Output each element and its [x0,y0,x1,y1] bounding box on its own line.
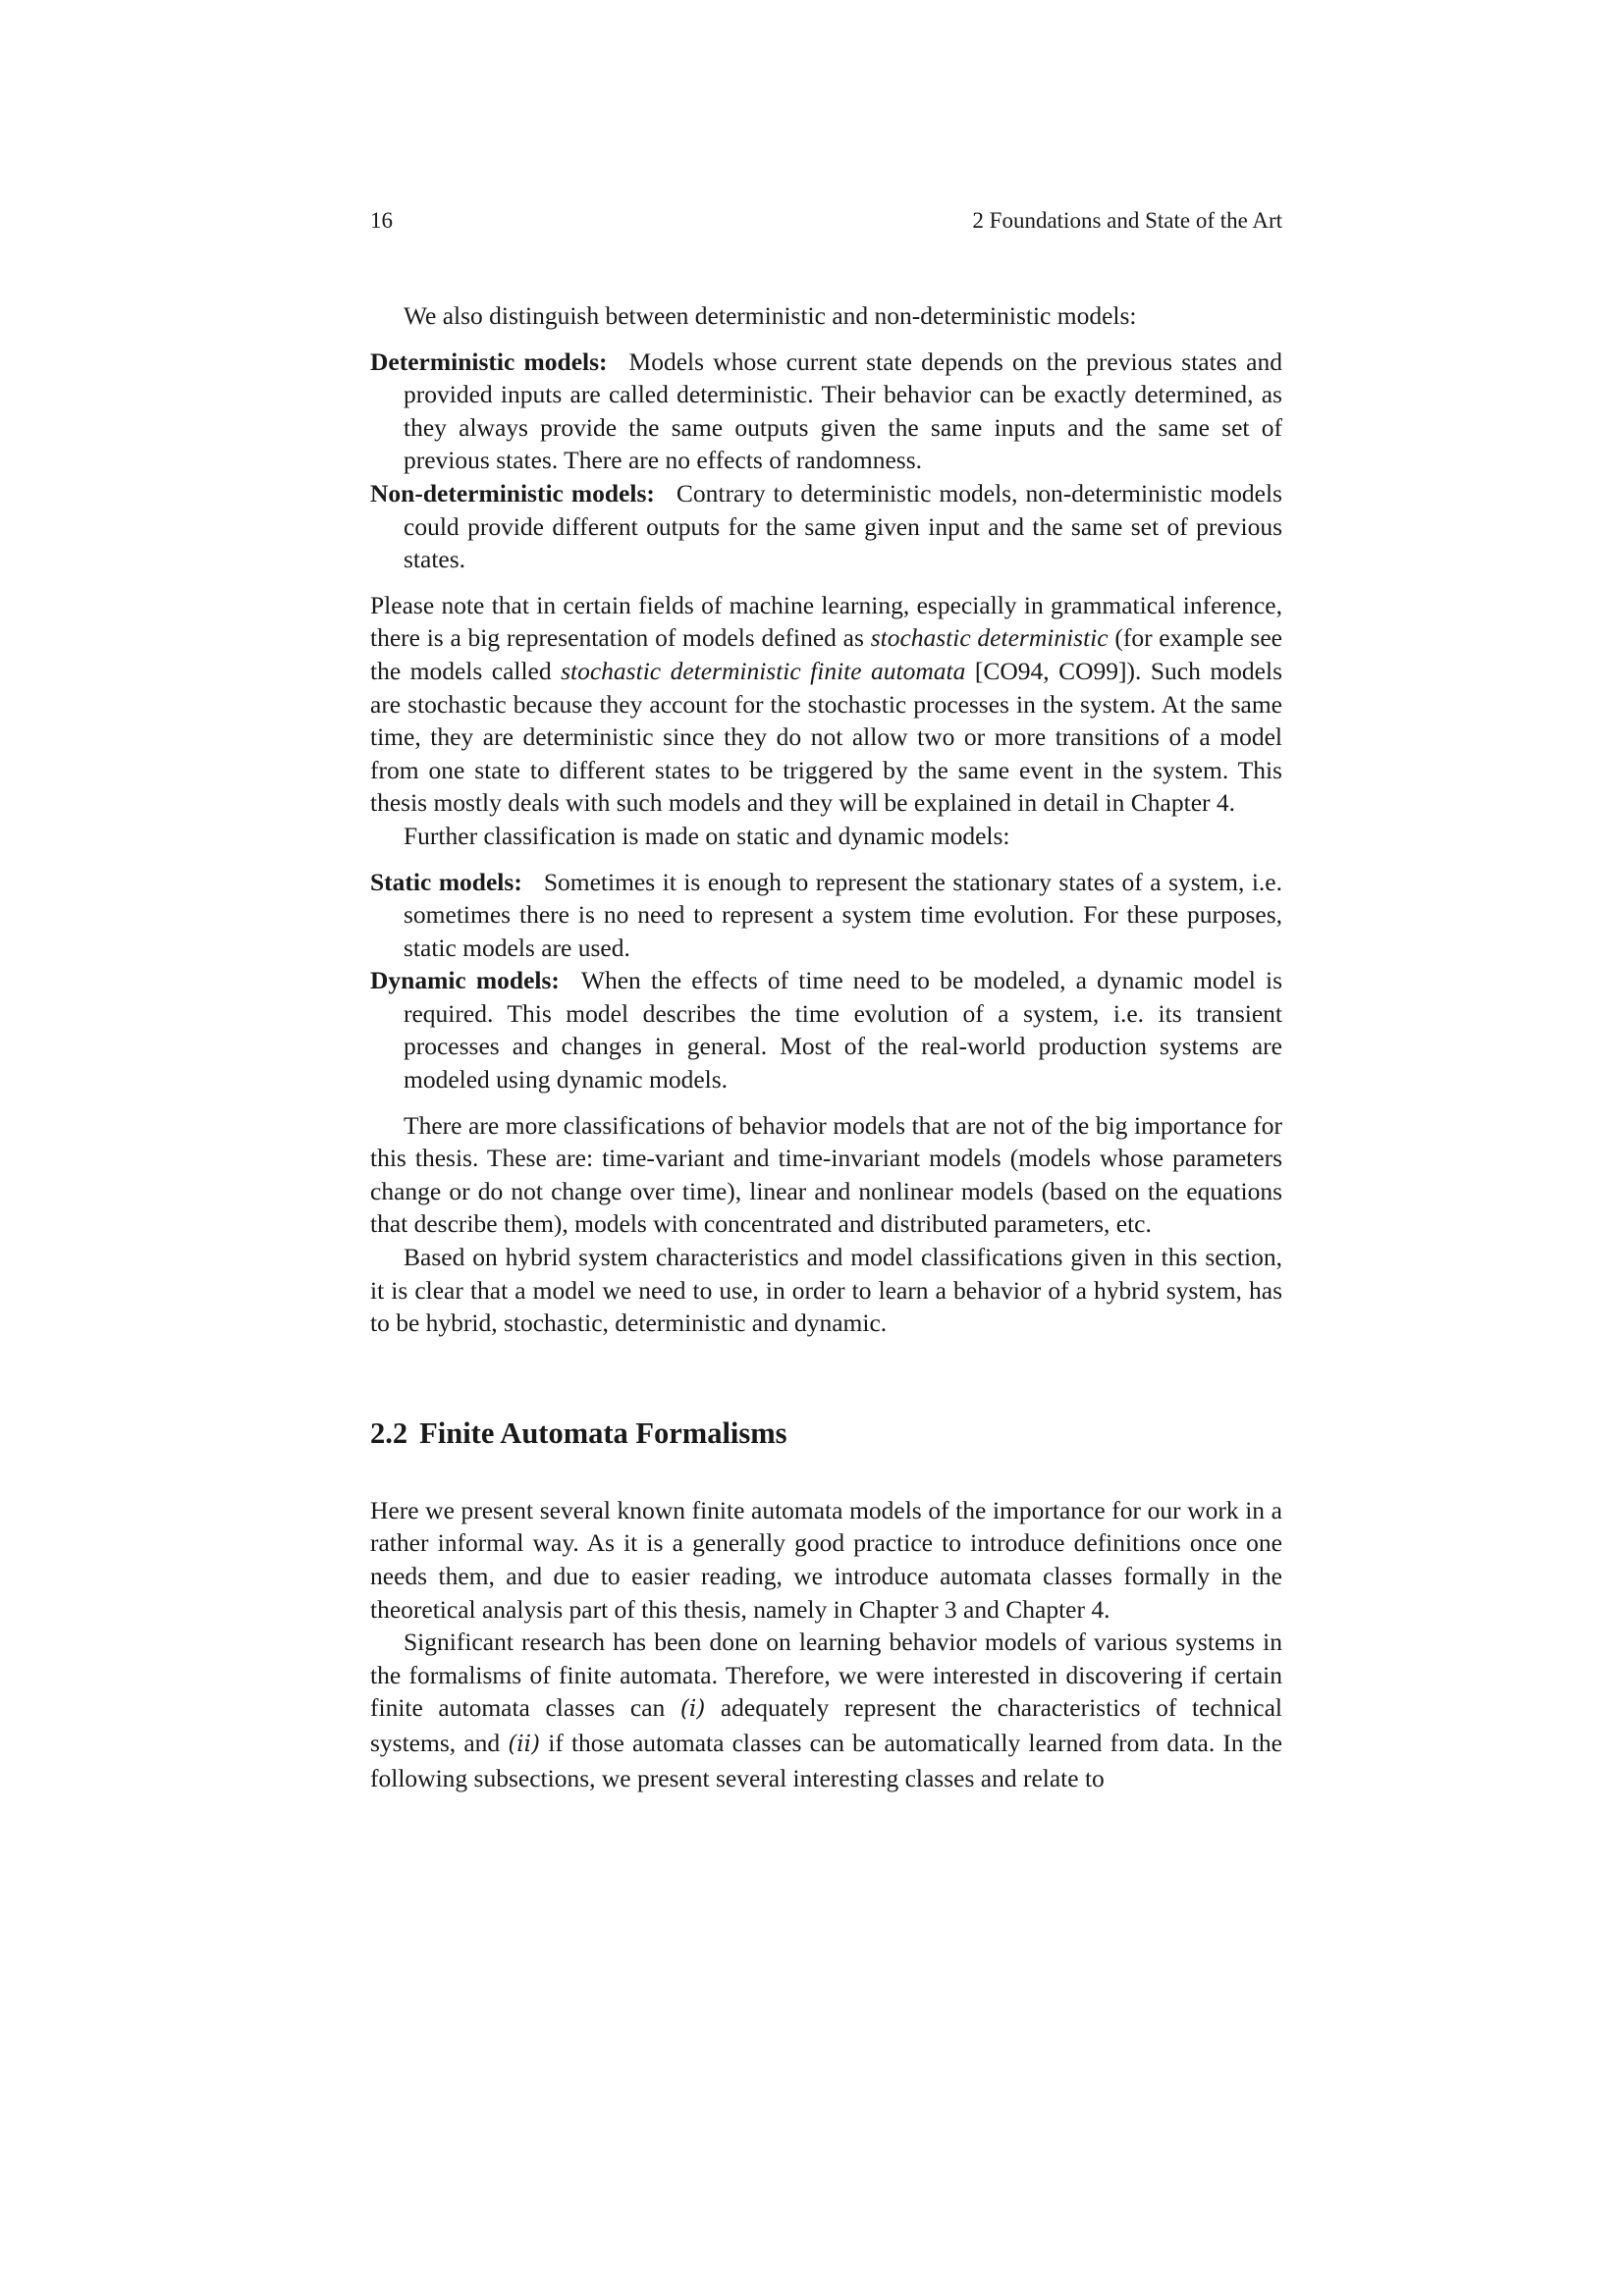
definition-item [370,964,1282,1095]
definition-text: Sometimes it is enough to represent the stationary states of a system, i.e. sometimes there is no need to represent a system time evolution. For these purposes, static models are used. [404,867,1282,962]
paragraph-stochastic-deterministic: Please note that in certain fields of machine learning, especially in grammatical inference, there is a big representation of models defined as stochastic deterministic (for example see the models called stochastic deterministic finite automata [CO94, CO99]). Such models are stochastic because they account for the stochastic processes in the system. At the same time, they are deterministic since they do not allow two or more transitions of a model from one state to different states to be triggered by the same event in the system. This thesis mostly deals with such models and they will be explained in detail in Chapter 4. [370,590,1282,818]
paragraph-intro-static-dynamic: Further classification is made on static and dynamic models: [404,821,1010,850]
definition-list-determinism [370,346,1282,576]
page-number: 16 [370,208,393,233]
definition-text: When the effects of time need to be modeled, a dynamic model is required. This model describes the time evolution of a system, i.e. its transient processes and changes in general. Most of the real-world production systems are modeled using dynamic models. [404,966,1283,1095]
definition-term: Dynamic models: [370,966,560,995]
paragraph-conclusion: Based on hybrid system characteristics and model classifications given in this section, it is clear that a model we need to use, in order to learn a behavior of a hybrid system, has to be hybrid, stochastic, deterministic and dynamic. [370,1243,1282,1338]
body-text [370,299,1282,1794]
definition-item [370,866,1282,965]
definition-text: Contrary to deterministic models, non-deterministic models could provide different outputs for the same given input and the same set of previous states. [404,478,1282,574]
definition-term: Static models: [370,867,522,896]
section-number: 2.2 [370,1415,408,1450]
definition-item [370,346,1282,477]
section-title: Finite Automata Formalisms [419,1415,787,1450]
definition-item [370,477,1282,576]
definition-text: Models whose current state depends on the previous states and provided inputs are called deterministic. Their behavior can be exactly determined, as they always provide the same outputs given the same inputs and the same set of previous states. There are no effects of randomness. [404,347,1283,475]
definition-term: Non-deterministic models: [370,478,655,507]
paragraph-research: Significant research has been done on learning behavior models of various systems in the formalisms of finite automata. Therefore, we were interested in discovering if certain finite automata classes can (i) adequately represent the characteristics of technical systems, and (ii) if those automata classes can be automatically learned from data. In the following subsections, we present several interesting classes and relate to [370,1628,1283,1792]
paragraph-intro-determinism: We also distinguish between deterministic and non-deterministic models: [404,301,1137,330]
paragraph-more-classifications: There are more classifications of behavior models that are not of the big importance for this thesis. These are: time-variant and time-invariant models (models whose parameters change or do not change over time), linear and nonlinear models (based on the equations that describe them), models with concentrated and distributed parameters, etc. [370,1110,1282,1239]
emphasis: stochastic deterministic [870,623,1109,653]
definition-term: Deterministic models: [370,347,608,376]
chapter-title: 2 Foundations and State of the Art [972,208,1282,233]
math-inline: (i) [679,1696,706,1723]
definition-list-static-dynamic [370,866,1282,1096]
section-heading [370,1414,1282,1453]
emphasis: stochastic deterministic finite automata [561,656,966,685]
math-inline: (ii) [508,1731,540,1757]
paragraph-section-intro: Here we present several known finite automata models of the importance for our work in a rather informal way. As it is a generally good practice to introduce definitions once one needs them, and due to easier reading, we introduce automata classes formally in the theoretical analysis part of this thesis, namely in Chapter 3 and Chapter 4. [370,1495,1282,1624]
